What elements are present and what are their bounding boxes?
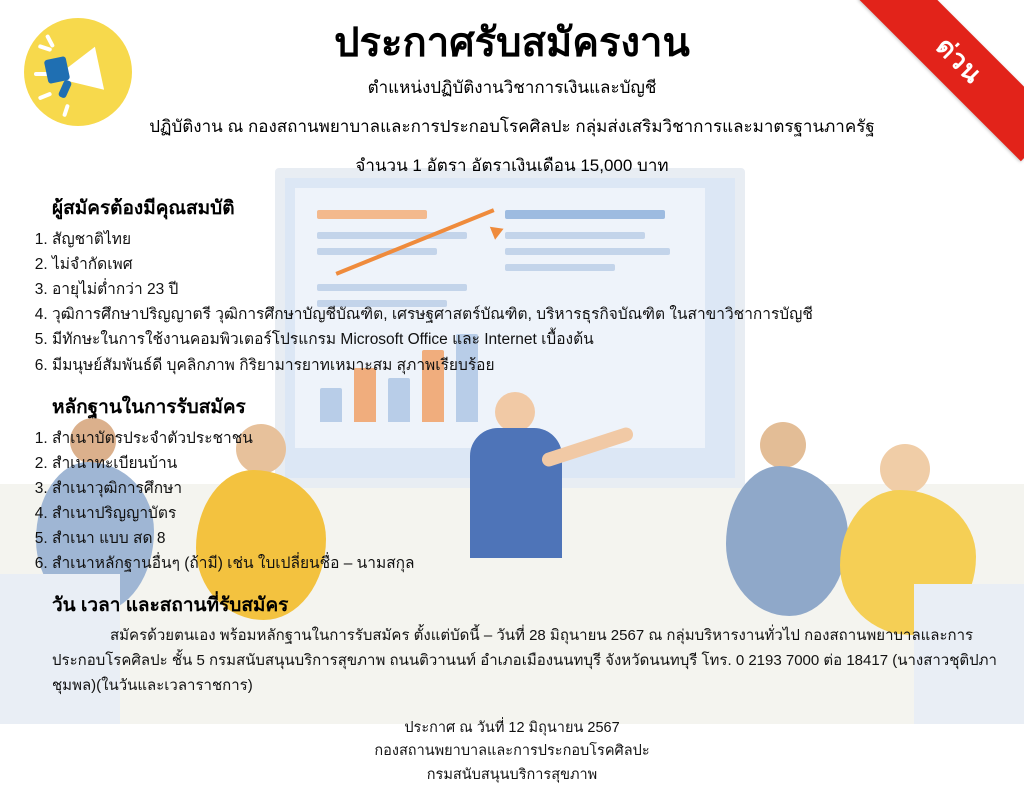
list-item: 4. วุฒิการศึกษาปริญญาตรี วุฒิการศึกษาบัญชีบัณฑิต, เศรษฐศาสตร์บัณฑิต, บริหารธุรกิจบัณฑิต ในสาขาวิชาการบัญชี <box>52 302 1024 327</box>
urgent-ribbon-label: ด่วน <box>858 0 1024 161</box>
apply-heading: วัน เวลา และสถานที่รับสมัคร <box>52 595 289 617</box>
list-item: 2. ไม่จำกัดเพศ <box>52 252 1024 277</box>
list-item: 1. สำเนาบัตรประจำตัวประชาชน <box>52 426 1024 451</box>
qualifications-list <box>0 227 1024 378</box>
footer-division: กองสถานพยาบาลและการประกอบโรคศิลปะ <box>374 743 650 760</box>
documents-heading: หลักฐานในการรับสมัคร <box>52 396 246 418</box>
list-item: 1. สัญชาติไทย <box>52 227 1024 252</box>
list-item: 3. สำเนาวุฒิการศึกษา <box>52 476 1024 501</box>
list-item: 5. มีทักษะในการใช้งานคอมพิวเตอร์โปรแกรม Microsoft Office และ Internet เบื้องต้น <box>52 327 1024 352</box>
footer-date: ประกาศ ณ วันที่ 12 มิถุนายน 2567 <box>404 719 620 736</box>
urgent-ribbon <box>854 0 1024 170</box>
list-item: 3. อายุไม่ต่ำกว่า 23 ปี <box>52 277 1024 302</box>
footer-block <box>0 717 1024 787</box>
list-item: 2. สำเนาทะเบียนบ้าน <box>52 451 1024 476</box>
documents-list <box>0 426 1024 577</box>
quota-line: จำนวน 1 อัตรา อัตราเงินเดือน 15,000 บาท <box>355 156 669 175</box>
documents-section <box>0 392 1024 422</box>
qualifications-section <box>0 193 1024 223</box>
qualifications-heading: ผู้สมัครต้องมีคุณสมบัติ <box>52 198 235 219</box>
footer-department: กรมสนับสนุนบริการสุขภาพ <box>426 766 598 783</box>
position-line: ตำแหน่งปฏิบัติงานวิชาการเงินและบัญชี <box>367 78 657 97</box>
list-item: 6. มีมนุษย์สัมพันธ์ดี บุคลิกภาพ กิริยามารยาทเหมาะสม สุภาพเรียบร้อย <box>52 353 1024 378</box>
page-title: ประกาศรับสมัครงาน <box>334 21 690 65</box>
workplace-line: ปฏิบัติงาน ณ กองสถานพยาบาลและการประกอบโรคศิลปะ กลุ่มส่งเสริมวิชาการและมาตรฐานภาครัฐ <box>149 117 875 136</box>
megaphone-icon <box>24 18 132 126</box>
list-item: 5. สำเนา แบบ สด 8 <box>52 526 1024 551</box>
list-item: 4. สำเนาปริญญาบัตร <box>52 501 1024 526</box>
list-item: 6. สำเนาหลักฐานอื่นๆ (ถ้ามี) เช่น ใบเปลี่ยนชื่อ – นามสกุล <box>52 551 1024 576</box>
apply-paragraph: สมัครด้วยตนเอง พร้อมหลักฐานในการรับสมัคร ตั้งแต่บัดนี้ – วันที่ 28 มิถุนายน 2567 ณ กลุ่มบริหารงานทั่วไป กองสถานพยาบาลและการประกอบโรคศิลปะ ชั้น 5 กรมสนับสนุนบริการสุขภาพ ถนนติวานนท์ อำเภอเมืองนนทบุรี จังหวัดนนทบุรี โทร. 0 2193 7000 ต่อ 18417 (นางสาวชุติปภา ชุมพล)(ในวันและเวลาราชการ) <box>52 627 997 695</box>
apply-section <box>0 590 1024 620</box>
